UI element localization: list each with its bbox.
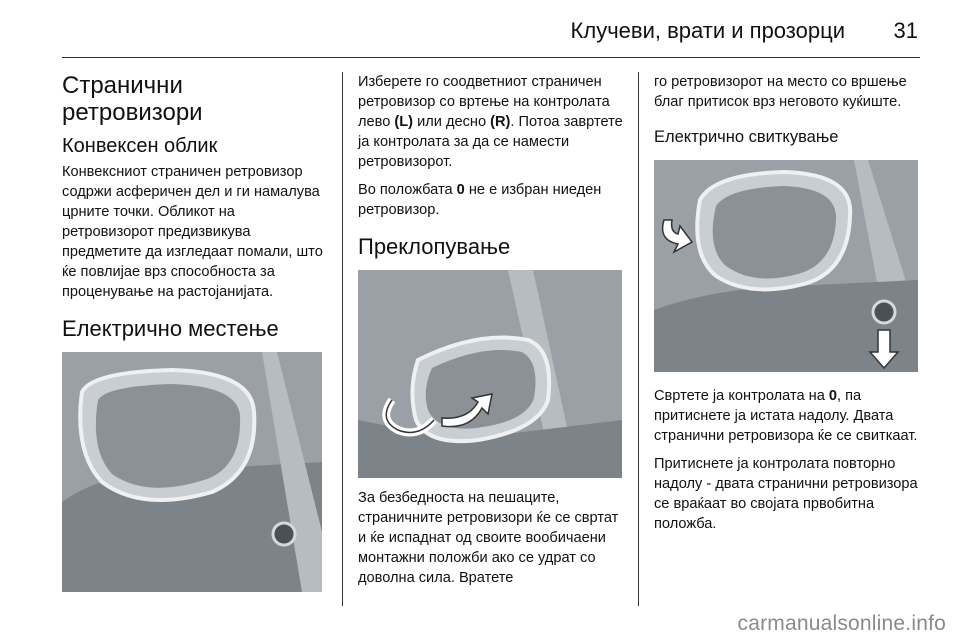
watermark: carmanualsonline.info bbox=[737, 612, 946, 635]
mirror-electric-fold-figure bbox=[654, 160, 918, 372]
heading-side-mirrors: Странични ретровизори bbox=[62, 72, 203, 126]
column-divider-1 bbox=[342, 72, 343, 606]
position-zero-paragraph: Во положбата 0 не е избран ниеден ретровизор. bbox=[358, 182, 602, 218]
fold-paragraph: Свртете ја контролата на 0, па притиснете ја истата надолу. Двата странични ретровизора ќе се свиткаат. bbox=[654, 388, 918, 444]
column-1 bbox=[62, 72, 328, 592]
convex-paragraph: Конвексниот страничен ретровизор содржи асферичен дел и ги намалува црните точки. Обликот на ретровизорот предизвикува предметите да изгледаат помали, што ќе повлијае врз способноста за проценување на растојанијата. bbox=[62, 164, 323, 300]
column-3 bbox=[654, 72, 922, 542]
select-mirror-paragraph: Изберете го соодветниот страничен ретровизор со вртење на контролата лево (L) или десно (R). Потоа завртете ја контролата за да се намести ретровизорот. bbox=[358, 74, 623, 170]
column-2 bbox=[358, 72, 624, 596]
folding-continued-paragraph: го ретровизорот на место со вршење благ притисок врз неговото куќиште. bbox=[654, 74, 907, 110]
heading-electric-adjust: Електрично местење bbox=[62, 316, 279, 341]
position-zero-code: 0 bbox=[456, 182, 465, 198]
press-again-paragraph: Притиснете ја контролата повторно надолу - двата странични ретровизора се враќаат во својата првобитна положба. bbox=[654, 456, 918, 532]
fold-zero-code: 0 bbox=[828, 388, 838, 404]
column-divider-2 bbox=[638, 72, 639, 606]
left-mirror-code: (L) bbox=[394, 114, 414, 130]
mirror-adjust-figure bbox=[62, 352, 322, 592]
heading-folding: Преклопување bbox=[358, 234, 511, 259]
mirror-folding-figure bbox=[358, 270, 622, 478]
heading-electric-fold: Електрично свиткување bbox=[654, 128, 839, 146]
header-title: Клучеви, врати и прозорци bbox=[570, 18, 845, 43]
right-mirror-code: (R) bbox=[490, 114, 511, 130]
folding-paragraph: За безбедноста на пешаците, страничните ретровизори ќе се свртат и ќе испаднат од своите вообичаени монтажни положби ако се удрат со доволна сила. Вратете bbox=[358, 490, 619, 586]
header-rule bbox=[62, 57, 920, 58]
heading-convex-shape: Конвексен облик bbox=[62, 135, 218, 157]
page-number: 31 bbox=[893, 18, 918, 43]
page-header bbox=[0, 0, 960, 60]
